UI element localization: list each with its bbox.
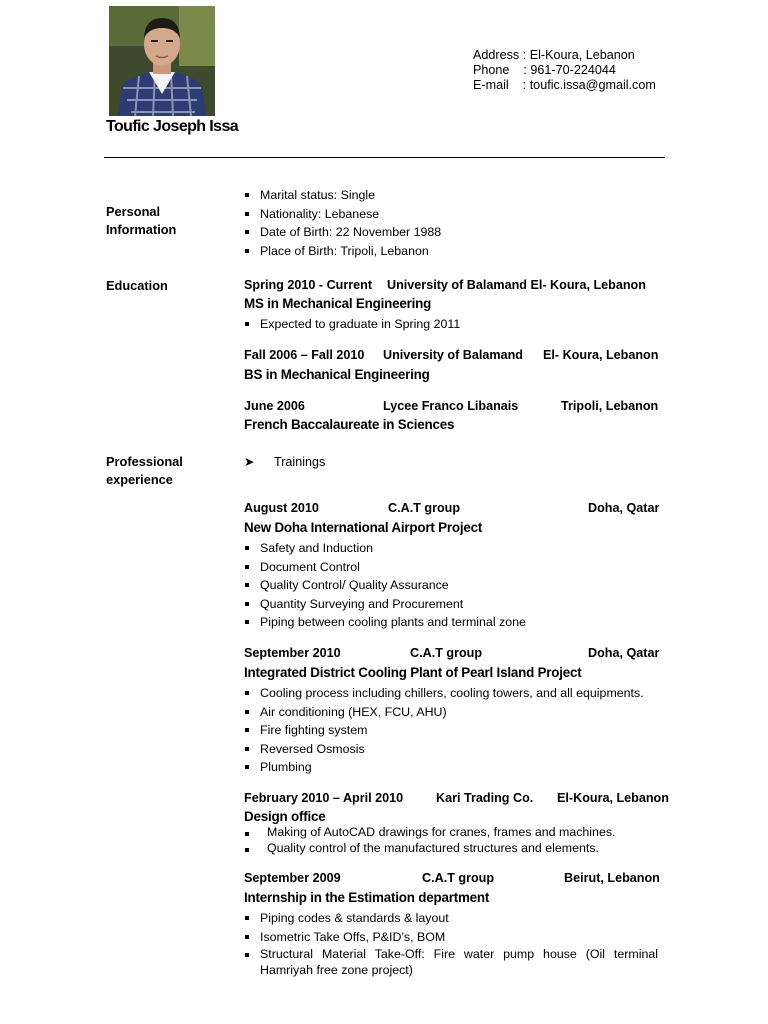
list-item: Nationality: Lebanese xyxy=(244,205,441,224)
edu-date: Spring 2010 - Current xyxy=(244,278,373,292)
job-location: Doha, Qatar xyxy=(588,646,660,660)
job-date: September 2010 xyxy=(244,646,341,660)
list-item: Structural Material Take-Off: Fire water pump house (Oil terminal xyxy=(244,946,658,963)
contact-address: Address : El-Koura, Lebanon xyxy=(473,48,635,62)
person-name: Toufic Joseph Issa xyxy=(106,118,239,135)
list-item: Cooling process including chillers, cooling towers, and all equipments. xyxy=(244,684,644,703)
edu-place: University of Balamand xyxy=(383,348,523,362)
section-heading-experience: Professional experience xyxy=(106,454,183,487)
job-duties xyxy=(244,684,644,777)
list-item: Marital status: Single xyxy=(244,186,441,205)
job-date: September 2009 xyxy=(244,871,341,885)
list-item: Quantity Surveying and Procurement xyxy=(244,595,526,614)
job-duties xyxy=(244,909,658,978)
list-item: Reversed Osmosis xyxy=(244,740,644,759)
edu-place: University of Balamand El- Koura, Lebanon xyxy=(387,278,646,292)
edu-degree: French Baccalaureate in Sciences xyxy=(244,417,455,432)
job-location: Doha, Qatar xyxy=(588,501,660,515)
contact-email: E-mail : toufic.issa@gmail.com xyxy=(473,78,656,92)
edu-degree: MS in Mechanical Engineering xyxy=(244,296,432,311)
header-divider xyxy=(104,157,665,158)
job-duties xyxy=(244,825,615,856)
list-item: Place of Birth: Tripoli, Lebanon xyxy=(244,242,441,261)
list-item: Making of AutoCAD drawings for cranes, frames and machines. xyxy=(244,825,615,841)
job-date: February 2010 – April 2010 xyxy=(244,791,404,805)
job-location: El-Koura, Lebanon xyxy=(557,791,669,805)
job-title: Integrated District Cooling Plant of Pearl Island Project xyxy=(244,665,582,680)
list-item: Fire fighting system xyxy=(244,721,644,740)
trainings-label: ➤ Trainings xyxy=(244,455,326,469)
list-item: Date of Birth: 22 November 1988 xyxy=(244,223,441,242)
job-location: Beirut, Lebanon xyxy=(564,871,660,885)
job-duties xyxy=(244,539,526,632)
list-item: Plumbing xyxy=(244,758,644,777)
job-title: New Doha International Airport Project xyxy=(244,520,483,535)
list-item: Isometric Take Offs, P&ID’s, BOM xyxy=(244,928,658,947)
edu-location: Tripoli, Lebanon xyxy=(561,399,659,413)
edu-place: Lycee Franco Libanais xyxy=(383,399,519,413)
list-item: Safety and Induction xyxy=(244,539,526,558)
section-heading-personal: Personal Information xyxy=(106,204,177,237)
job-company: C.A.T group xyxy=(388,501,461,515)
list-item: Piping codes & standards & layout xyxy=(244,909,658,928)
edu-degree: BS in Mechanical Engineering xyxy=(244,367,430,382)
list-item: Document Control xyxy=(244,558,526,577)
job-title: Internship in the Estimation department xyxy=(244,890,490,905)
edu-location: El- Koura, Lebanon xyxy=(543,348,659,362)
edu-notes xyxy=(244,315,460,334)
edu-date: June 2006 xyxy=(244,399,305,413)
edu-date: Fall 2006 – Fall 2010 xyxy=(244,348,365,362)
contact-phone: Phone : 961-70-224044 xyxy=(473,63,616,77)
list-item: Quality Control/ Quality Assurance xyxy=(244,576,526,595)
list-item: Air conditioning (HEX, FCU, AHU) xyxy=(244,703,644,722)
job-date: August 2010 xyxy=(244,501,319,515)
job-company: Kari Trading Co. xyxy=(436,791,534,805)
personal-info-list xyxy=(244,186,441,260)
profile-photo xyxy=(109,6,215,116)
list-item: Hamriyah free zone project) xyxy=(260,963,413,978)
arrow-bullet-icon: ➤ xyxy=(244,455,255,469)
list-item: Quality control of the manufactured structures and elements. xyxy=(244,841,615,857)
section-heading-education: Education xyxy=(106,278,168,293)
list-item: Piping between cooling plants and terminal zone xyxy=(244,613,526,632)
contact-block xyxy=(473,48,656,93)
job-company: C.A.T group xyxy=(410,646,483,660)
job-title: Design office xyxy=(244,809,326,824)
list-item: Expected to graduate in Spring 2011 xyxy=(244,315,460,334)
job-company: C.A.T group xyxy=(422,871,495,885)
